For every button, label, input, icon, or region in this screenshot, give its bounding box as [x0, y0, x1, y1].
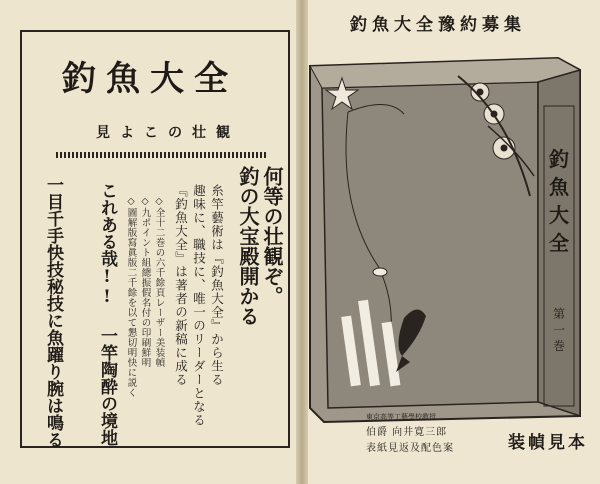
page-gutter	[296, 0, 308, 484]
book-illustration	[308, 56, 588, 426]
left-title: 釣魚大全	[62, 59, 238, 99]
left-page	[0, 0, 296, 484]
spine-title-1: 釣	[549, 147, 569, 171]
caption-left	[366, 425, 454, 457]
lead-line-1: 何等の壮観ぞ。	[260, 166, 284, 306]
body-line-3: 『釣魚大全』は著者の新稿に成る	[173, 184, 189, 387]
caption-right: 装幀見本	[508, 433, 588, 453]
spine-volume-3: 巻	[552, 339, 566, 353]
caption-line-2: 表紙見返及配色案	[366, 443, 454, 454]
dotted-rule	[56, 152, 266, 158]
caption-line-1: 伯爵 向井寛三郎	[366, 427, 448, 438]
lead-line-2: 釣の大宝殿開かる	[236, 166, 260, 326]
float-icon	[373, 268, 387, 276]
bullet-3: ◇圖解版寫眞版二千餘を以て懇切明快に説く	[125, 196, 137, 398]
bullet-2: ◇九ポイント組總振假名付の印刷鮮明	[139, 196, 151, 368]
bottom-punch-line: 一目千手快技秘技に魚躍り腕は鳴る	[43, 176, 63, 448]
spine-volume-1: 第	[552, 307, 566, 321]
spine-title-2: 魚	[549, 175, 569, 199]
punch-line: これある哉!! 一竿陶酔の境地	[97, 182, 117, 446]
body-line-2: 趣味に、職技に、唯一のリーダーとなる	[191, 184, 207, 427]
body-line-1: 糸竿藝術は『釣魚大全』から生る	[209, 184, 225, 387]
spine-volume-2: 一	[552, 323, 566, 337]
left-subtitle: 見よこの壮観	[96, 125, 240, 141]
caption-small: 東京高等工藝學校教授	[366, 413, 436, 421]
spine-title-4: 全	[549, 231, 569, 255]
spine-title-3: 大	[549, 203, 569, 227]
ad-heading: 釣魚大全豫約募集	[350, 15, 526, 35]
bullet-1: ◇全十二巻の六千餘頁レーザー美装幀	[153, 196, 165, 368]
right-page	[308, 0, 600, 484]
